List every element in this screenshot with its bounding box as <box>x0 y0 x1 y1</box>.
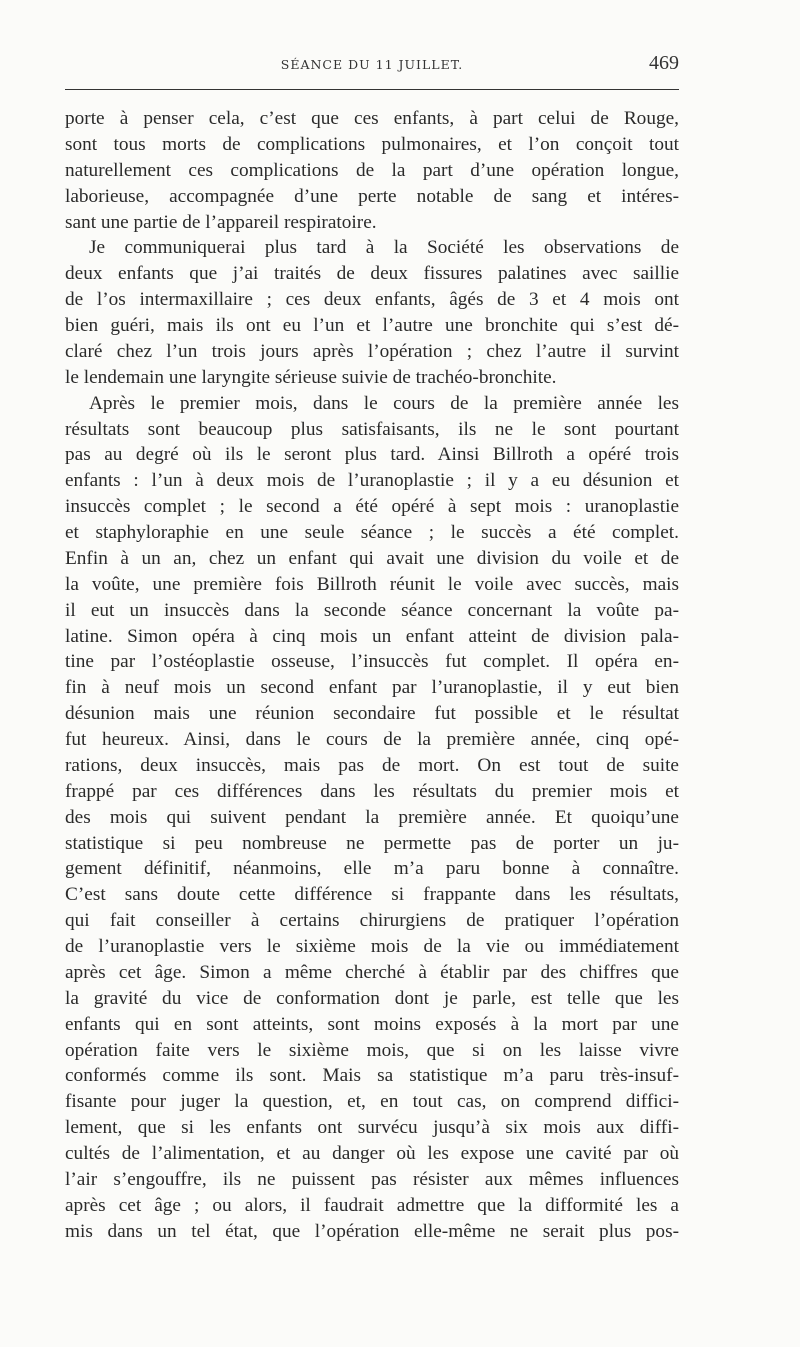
page-header <box>65 52 679 78</box>
text-line: C’est sans doute cette différence si frappante dans les résultats, <box>65 884 679 906</box>
text-line: après cet âge. Simon a même cherché à établir par des chiffres que <box>65 961 679 983</box>
text-line: qui fait conseiller à certains chirurgiens de pratiquer l’opération <box>65 910 679 932</box>
text-line: conformés comme ils sont. Mais sa statistique m’a paru très-insuf- <box>65 1065 679 1087</box>
text-line: enfants qui en sont atteints, sont moins exposés à la mort par une <box>65 1013 679 1035</box>
text-line: il eut un insuccès dans la seconde séance concernant la voûte pa- <box>65 599 679 621</box>
text-line: sant une partie de l’appareil respiratoire. <box>65 211 377 233</box>
running-title: SÉANCE DU 11 JUILLET. <box>280 57 464 72</box>
text-line: statistique si peu nombreuse ne permette pas de porter un ju- <box>65 832 679 854</box>
text-line: fisante pour juger la question, et, en tout cas, on comprend diffici- <box>65 1091 679 1113</box>
text-line: Enfin à un an, chez un enfant qui avait une division du voile et de <box>65 547 679 569</box>
text-line: l’air s’engouffre, ils ne puissent pas résister aux mêmes influences <box>65 1168 679 1190</box>
body-text <box>65 106 679 1245</box>
text-line: la voûte, une première fois Billroth réunit le voile avec succès, mais <box>65 573 679 595</box>
text-line: et staphyloraphie en une seule séance ; le succès a été complet. <box>65 522 679 543</box>
text-line: rations, deux insuccès, mais pas de mort. On est tout de suite <box>65 754 679 776</box>
text-line: opération faite vers le sixième mois, que si on les laisse vivre <box>65 1039 679 1061</box>
text-line: après cet âge ; ou alors, il faudrait admettre que la difformité les a <box>65 1194 679 1216</box>
text-line: laborieuse, accompagnée d’une perte notable de sang et intéres- <box>65 185 679 207</box>
text-line: mis dans un tel état, que l’opération elle-même ne serait plus pos- <box>65 1220 679 1242</box>
text-line: tine par l’ostéoplastie osseuse, l’insuccès fut complet. Il opéra en- <box>65 651 679 673</box>
text-line: latine. Simon opéra à cinq mois un enfant atteint de division pala- <box>65 625 679 647</box>
text-line: de l’os intermaxillaire ; ces deux enfants, âgés de 3 et 4 mois ont <box>65 289 679 311</box>
text-line: gement définitif, néanmoins, elle m’a paru bonne à connaître. <box>65 858 679 880</box>
text-line: enfants : l’un à deux mois de l’uranoplastie ; il y a eu désunion et <box>65 470 679 492</box>
text-line: des mois qui suivent pendant la première année. Et quoiqu’une <box>65 806 679 828</box>
text-line: pas au degré où ils le seront plus tard. Ainsi Billroth a opéré trois <box>65 444 679 466</box>
header-rule <box>65 89 679 90</box>
text-line: frappé par ces différences dans les résultats du premier mois et <box>65 780 679 802</box>
text-line: fin à neuf mois un second enfant par l’uranoplastie, il y eut bien <box>65 677 679 699</box>
text-line: cultés de l’alimentation, et au danger où les expose une cavité par où <box>65 1143 679 1164</box>
text-line: Je communiquerai plus tard à la Société les observations de <box>89 237 679 259</box>
text-line: bien guéri, mais ils ont eu l’un et l’autre une bronchite qui s’est dé- <box>65 315 679 336</box>
text-line: Après le premier mois, dans le cours de la première année les <box>89 392 679 414</box>
text-line: désunion mais une réunion secondaire fut possible et le résultat <box>65 703 679 725</box>
text-line: lement, que si les enfants ont survécu jusqu’à six mois aux diffi- <box>65 1117 679 1139</box>
page-number: 469 <box>649 52 679 74</box>
text-line: sont tous morts de complications pulmonaires, et l’on conçoit tout <box>65 133 679 155</box>
text-line: porte à penser cela, c’est que ces enfants, à part celui de Rouge, <box>65 108 679 129</box>
text-line: deux enfants que j’ai traités de deux fissures palatines avec saillie <box>65 263 679 285</box>
text-line: insuccès complet ; le second a été opéré à sept mois : uranoplastie <box>65 496 679 518</box>
text-line: résultats sont beaucoup plus satisfaisants, ils ne le sont pourtant <box>65 418 679 440</box>
text-line: naturellement ces complications de la part d’une opération longue, <box>65 159 679 181</box>
text-line: le lendemain une laryngite sérieuse suivie de trachéo-bronchite. <box>65 366 557 388</box>
text-line: fut heureux. Ainsi, dans le cours de la première année, cinq opé- <box>65 729 679 750</box>
text-line: claré chez l’un trois jours après l’opération ; chez l’autre il survint <box>65 340 679 362</box>
text-line: la gravité du vice de conformation dont je parle, est telle que les <box>65 987 679 1009</box>
text-line: de l’uranoplastie vers le sixième mois de la vie ou immédiatement <box>65 936 679 957</box>
